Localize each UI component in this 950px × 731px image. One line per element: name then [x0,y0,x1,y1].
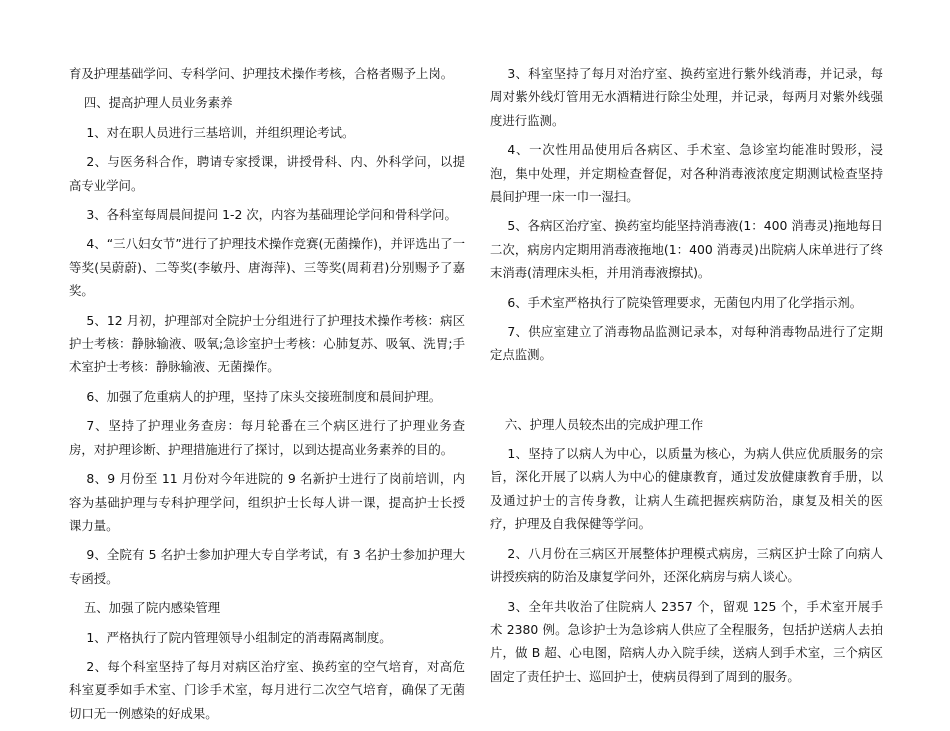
paragraph: 3、科室坚持了每月对治疗室、换药室进行紫外线消毒，并记录，每周对紫外线灯管用无水酒精进行除尘处理，并记录，每两月对紫外线强度进行监测。 [490,66,883,128]
paragraph: 4、一次性用品使用后各病区、手术室、急诊室均能准时毁形，浸泡，集中处理，并定期检查督促，对各种消毒液浓度定期测试检查坚持晨间护理一床一巾一湿扫。 [490,142,883,205]
paragraph: 1、严格执行了院内管理领导小组制定的消毒隔离制度。 [86,629,392,645]
paragraph-spacer [490,379,883,400]
paragraph: 5、12 月初，护理部对全院护士分组进行了护理技术操作考核：病区护士考核：静脉输液、吸氧;急诊室护士考核：心肺复苏、吸氧、洗胃;手术室护士考核：静脉输液、无菌操作。 [69,312,465,375]
paragraph: 2、与医务科合作，聘请专家授课，讲授骨科、内、外科学问，以提高专业学问。 [69,154,465,193]
section-heading: 六、护理人员较杰出的完成护理工作 [504,416,704,432]
paragraph: 4、“三八妇女节”进行了护理技术操作竞赛(无菌操作)，并评选出了一等奖(吴蔚蔚)、二等奖(李敏丹、唐海萍)、三等奖(周莉君)分别赐予了嘉奖。 [69,236,465,299]
paragraph: 1、对在职人员进行三基培训，并组织理论考试。 [86,124,355,140]
paragraph: 2、八月份在三病区开展整体护理模式病房，三病区护士除了向病人讲授疾病的防治及康复学问外，还深化病房与病人谈心。 [490,545,883,585]
right-column [490,62,883,694]
paragraph: 8、9 月份至 11 月份对今年进院的 9 名新护士进行了岗前培训，内容为基础护理与专科护理学问，组织护士长每人讲一课，提高护士长授课力量。 [69,471,465,533]
paragraph: 1、坚持了以病人为中心，以质量为核心，为病人供应优质服务的宗旨，深化开展了以病人为中心的健康教育，通过发放健康教育手册，以及通过护士的言传身教，让病人生疏把握疾病防治，康复及相关的医疗，护理及自我保健等学问。 [490,446,883,532]
paragraph: 育及护理基础学问、专科学问、护理技术操作考核，合格者赐予上岗。 [69,66,454,81]
paragraph: 7、供应室建立了消毒物品监测记录本，对每种消毒物品进行了定期定点监测。 [490,324,883,363]
paragraph: 6、手术室严格执行了院染管理要求，无菌包内用了化学指示剂。 [507,294,863,310]
paragraph: 2、每个科室坚持了每月对病区治疗室、换药室的空气培育，对高危科室夏季如手术室、门诊手术室，每月进行二次空气培育，确保了无菌切口无一例感染的好成果。 [69,658,465,721]
paragraph: 9、全院有 5 名护士参加护理大专自学考试，有 3 名护士参加护理大专函授。 [69,547,465,586]
paragraph: 3、全年共收治了住院病人 2357 个，留观 125 个，手术室开展手术 2380 例。急诊护士为急诊病人供应了全程服务，包括护送病人去拍片，做 B 超、心电图，陪病人办入院手续，送病人到手术室，三个病区固定了责任护士、巡回护士，使病员得到了周到的服务。 [490,598,883,684]
left-column [69,62,465,731]
section-heading: 四、提高护理人员业务素养 [83,95,233,111]
paragraph: 3、各科室每周晨间提问 1-2 次，内容为基础理论学问和骨科学问。 [86,207,457,223]
paragraph: 7、坚持了护理业务查房：每月轮番在三个病区进行了护理业务查房，对护理诊断、护理措施进行了探讨，以到达提高业务素养的目的。 [69,418,465,457]
paragraph: 6、加强了危重病人的护理，坚持了床头交接班制度和晨间护理。 [86,388,442,404]
paragraph: 5、各病区治疗室、换药室均能坚持消毒液(1：400 消毒灵)拖地每日二次，病房内定期用消毒液拖地(1：400 消毒灵)出院病人床单进行了终末消毒(清理床头柜，并用消毒液擦拭)。 [490,218,883,281]
section-heading: 五、加强了院内感染管理 [83,600,221,616]
